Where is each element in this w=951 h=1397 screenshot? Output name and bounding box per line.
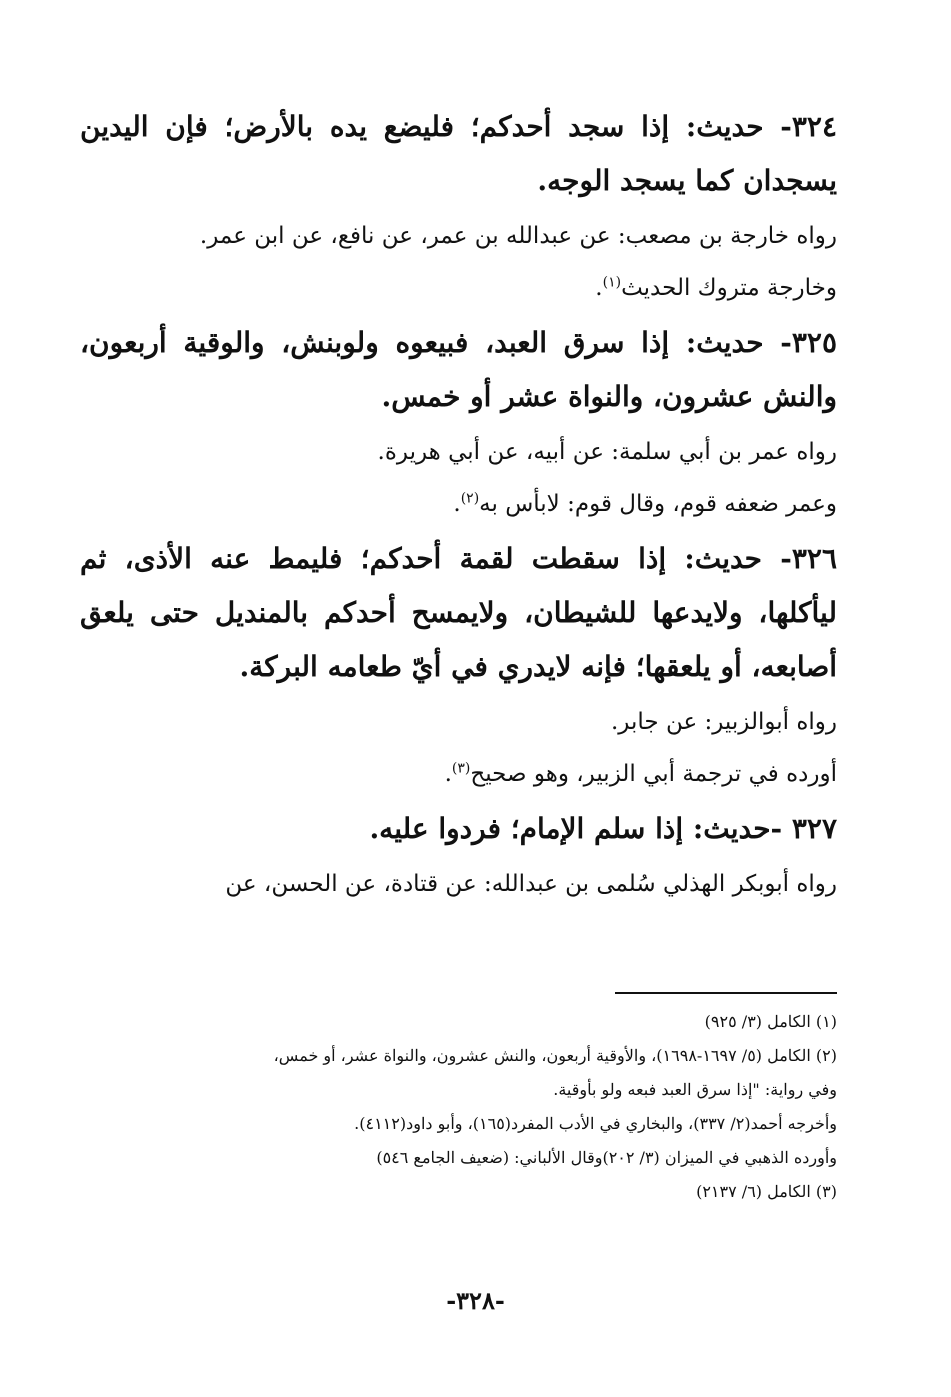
narration-line: أورده في ترجمة أبي الزبير، وهو صحيح$^{(٣)}$. bbox=[444, 760, 837, 787]
footnote-1: (١) الكامل (٣/ ٩٢٥) bbox=[704, 1012, 837, 1031]
narration-line: وخارجة متروك الحديث$^{(١)}$. bbox=[595, 274, 837, 301]
narration-line: رواه أبوبكر الهذلي سُلمى بن عبدالله: عن قتادة، عن الحسن، عن bbox=[225, 871, 837, 897]
narration-line: رواه خارجة بن مصعب: عن عبدالله بن عمر، عن نافع، عن ابن عمر. bbox=[199, 223, 837, 249]
hadith-325: ٣٢٥- حديث: إذا سرق العبد، فبيعوه ولوبنش، والوقية أربعون، والنش عشرون، والنواة عشر أو خمس. bbox=[80, 326, 837, 413]
footnote-2-cont: وفي رواية: "إذا سرق العبد فبعه ولو بأوقية. bbox=[553, 1080, 837, 1099]
page-body bbox=[80, 100, 837, 912]
footnote-3: (٣) الكامل (٦/ ٢١٣٧) bbox=[696, 1182, 837, 1201]
footnotes bbox=[80, 1005, 837, 1209]
hadith-324: ٣٢٤- حديث: إذا سجد أحدكم؛ فليضع يده بالأرض؛ فإن اليدين يسجدان كما يسجد الوجه. bbox=[80, 110, 837, 197]
footnote-2-cont: وأورده الذهبي في الميزان (٣/ ٢٠٢)وقال الألباني: (ضعيف الجامع ٥٤٦) bbox=[376, 1148, 837, 1167]
footnote-divider bbox=[615, 992, 837, 994]
hadith-326: ٣٢٦- حديث: إذا سقطت لقمة أحدكم؛ فليمط عنه الأذى، ثم ليأكلها، ولايدعها للشيطان، ولايمسح أحدكم بالمنديل حتى يلعق أصابعه، أو يلعقها؛ فإنه لايدري في أيّ طعامه البركة. bbox=[80, 542, 837, 683]
page-number: -٣٢٨- bbox=[446, 1286, 505, 1315]
narration-line: وعمر ضعفه قوم، وقال قوم: لابأس به$^{(٢)}$. bbox=[453, 490, 837, 517]
footnote-ref[interactable]: (٣) bbox=[451, 760, 471, 777]
footnote-2-cont: وأخرجه أحمد(٢/ ٣٣٧)، والبخاري في الأدب المفرد(١٦٥)، وأبو داود(٤١١٢). bbox=[354, 1114, 837, 1133]
narration-line: رواه أبوالزبير: عن جابر. bbox=[611, 709, 837, 735]
footnote-ref[interactable]: (٢) bbox=[460, 490, 480, 507]
footnote-2: (٢) الكامل (٥/ ١٦٩٧-١٦٩٨)، والأوقية أربعون، والنش عشرون، والنواة عشر، أو خمس، bbox=[273, 1046, 837, 1065]
hadith-327: ٣٢٧ -حديث: إذا سلم الإمام؛ فردوا عليه. bbox=[369, 812, 837, 845]
narration-line: رواه عمر بن أبي سلمة: عن أبيه، عن أبي هريرة. bbox=[377, 439, 837, 465]
footnote-ref[interactable]: (١) bbox=[602, 274, 622, 291]
